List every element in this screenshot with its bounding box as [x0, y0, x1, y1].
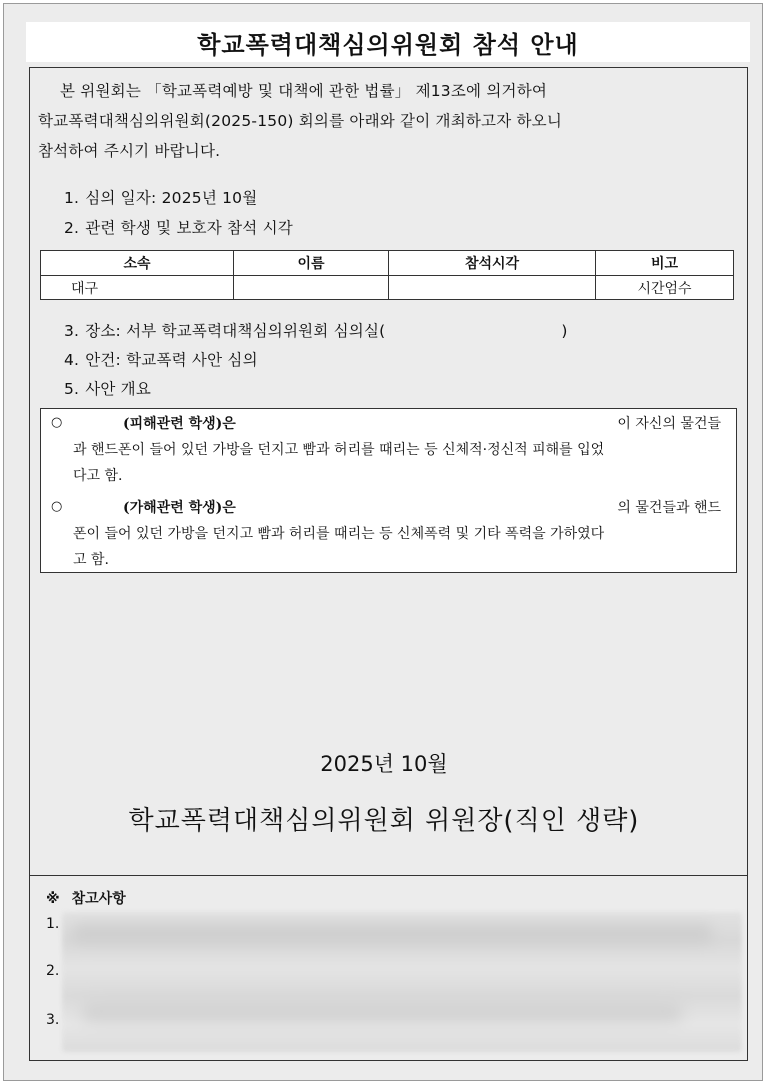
intro-line-2: 학교폭력대책심의위원회(2025-150) 회의를 아래와 같이 개최하고자 하오니 — [38, 112, 563, 130]
note-number-1: 1. — [46, 916, 60, 932]
item-attendance-time — [64, 216, 293, 238]
note-number-3: 3. — [46, 1012, 60, 1028]
chairperson-signature: 학교폭력대책심의위원회 위원장(직인 생략) — [128, 806, 640, 836]
bullet-icon: ○ — [51, 499, 63, 514]
intro-line-1-text: 본 위원회는 「학교폭력예방 및 대책에 관한 법률」 제13조에 의거하여 — [60, 82, 548, 100]
cell-time — [389, 276, 596, 300]
attendance-table — [40, 250, 734, 300]
notes-title: 참고사항 — [71, 891, 126, 907]
bullet-icon: ○ — [51, 415, 63, 430]
cell-name — [234, 276, 389, 300]
header-affiliation: 소속 — [41, 251, 234, 276]
item-number: 3. — [64, 322, 80, 340]
item-number: 5. — [64, 380, 80, 398]
item-text-close: ) — [561, 322, 568, 340]
intro-paragraph — [38, 76, 742, 166]
notes-heading — [46, 888, 126, 908]
offender-line-2: 폰이 들어 있던 가방을 던지고 빰과 허리를 때리는 등 신체폭력 및 기타 폭력을 가하였다 — [73, 526, 605, 542]
item-location — [64, 319, 568, 341]
table-header-row — [41, 251, 734, 276]
item-text: 관련 학생 및 보호자 참석 시각 — [85, 219, 293, 237]
case-summary-box — [40, 408, 737, 573]
reference-mark-icon: ※ — [46, 891, 60, 907]
item-case-overview — [64, 377, 151, 399]
redacted-notes — [62, 912, 742, 1052]
item-number: 1. — [64, 189, 80, 207]
header-name: 이름 — [234, 251, 389, 276]
section-divider — [30, 875, 748, 876]
issue-date: 2025년 10월 — [320, 752, 448, 776]
document-title: 학교폭력대책심의위원회 참석 안내 — [26, 22, 750, 62]
victim-tail: 이 자신의 물건들 — [617, 416, 721, 432]
offender-line-3: 고 함. — [73, 552, 109, 568]
item-text: 안건: 학교폭력 사안 심의 — [85, 351, 258, 369]
intro-line-3: 참석하여 주시기 바랍니다. — [38, 142, 221, 160]
item-text: 사안 개요 — [85, 380, 152, 398]
item-text: 심의 일자: 2025년 10월 — [85, 189, 258, 207]
offender-role: (가해관련 학생)은 — [123, 500, 236, 516]
victim-line-3: 다고 함. — [73, 468, 123, 484]
cell-remarks: 시간엄수 — [596, 276, 734, 300]
offender-tail: 의 물건들과 핸드 — [617, 500, 721, 516]
table-row — [41, 276, 734, 300]
intro-line-1 — [38, 76, 742, 106]
victim-role: (피해관련 학생)은 — [123, 416, 236, 432]
item-meeting-date — [64, 186, 257, 208]
header-remarks: 비고 — [596, 251, 734, 276]
note-number-2: 2. — [46, 963, 60, 979]
victim-line-2: 과 핸드폰이 들어 있던 가방을 던지고 빰과 허리를 때리는 등 신체적·정신적 피해를 입었 — [73, 442, 605, 458]
item-text: 장소: 서부 학교폭력대책심의위원회 심의실( — [85, 322, 386, 340]
cell-affiliation: 대구 — [41, 276, 234, 300]
item-agenda — [64, 348, 258, 370]
item-number: 4. — [64, 351, 80, 369]
item-number: 2. — [64, 219, 80, 237]
header-time: 참석시각 — [389, 251, 596, 276]
